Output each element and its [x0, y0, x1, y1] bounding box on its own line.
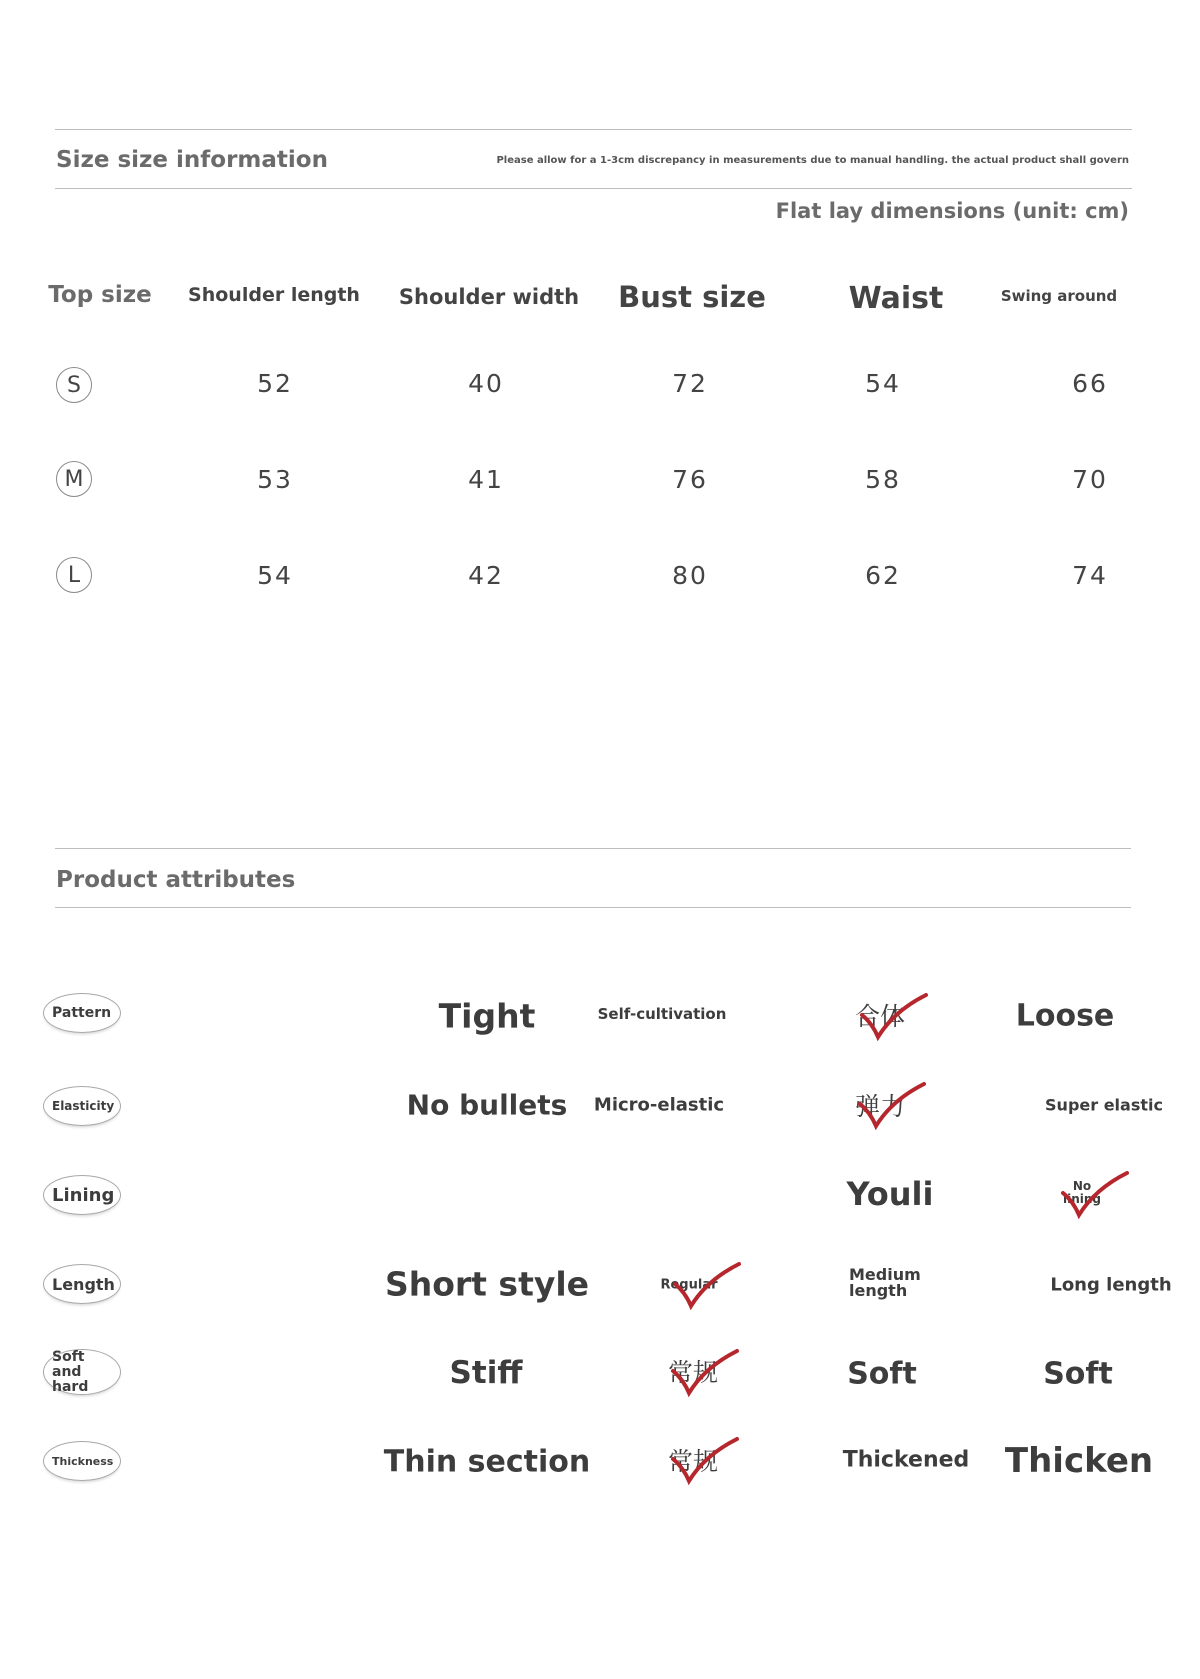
checkmark-icon [1059, 1171, 1131, 1219]
option-thickened: Thickened [842, 1447, 970, 1473]
option-regular-checked: Regular [660, 1277, 718, 1293]
option-regular-checked: 常规 [667, 1447, 719, 1476]
size-note: Please allow for a 1-3cm discrepancy in measurements due to manual handling. the actual product shall govern [496, 155, 1129, 166]
table-cell: 54 [865, 369, 901, 398]
checkmark-icon [669, 1437, 741, 1485]
table-cell: 52 [257, 369, 293, 398]
option-no-bullets: No bullets [406, 1088, 568, 1122]
option-super-elastic: Super elastic [1045, 1095, 1163, 1115]
header-top-size: Top size [48, 282, 152, 308]
size-badge: L [56, 557, 92, 593]
header-waist: Waist [848, 281, 944, 316]
checkmark-icon [856, 1082, 928, 1130]
table-cell: 40 [468, 369, 504, 398]
header-shoulder-length: Shoulder length [188, 284, 360, 306]
size-section-title: Size size information [56, 147, 328, 173]
table-cell: 70 [1072, 465, 1108, 494]
table-cell: 54 [257, 561, 293, 590]
option-micro-elastic: Micro-elastic [593, 1094, 725, 1116]
table-cell: 53 [257, 465, 293, 494]
option-elastic-checked: 弹力 [854, 1092, 906, 1121]
size-top-rule [55, 129, 1132, 130]
option-youli: Youli [846, 1175, 934, 1213]
attributes-bottom-rule [55, 907, 1131, 908]
size-badge: S [56, 367, 92, 403]
attribute-label: Elasticity [43, 1086, 121, 1126]
attribute-label: Soft and hard [43, 1349, 121, 1395]
table-cell: 66 [1072, 369, 1108, 398]
header-swing-around: Swing around [1000, 287, 1118, 305]
table-cell: 42 [468, 561, 504, 590]
attribute-label: Thickness [43, 1441, 121, 1481]
table-cell: 62 [865, 561, 901, 590]
option-tight: Tight [438, 996, 536, 1036]
checkmark-icon [671, 1262, 743, 1310]
option-no-lining-checked: No lining [1062, 1179, 1101, 1206]
flat-lay-subtitle: Flat lay dimensions (unit: cm) [775, 199, 1129, 223]
option-soft: Soft [847, 1356, 917, 1392]
table-cell: 41 [468, 465, 504, 494]
option-thin-section: Thin section [383, 1444, 591, 1480]
option-medium-length: Medium length [849, 1265, 921, 1300]
option-soft: Soft [1043, 1356, 1113, 1392]
option-short-style: Short style [384, 1264, 590, 1304]
attribute-label: Lining [43, 1175, 121, 1215]
checkmark-icon [858, 993, 930, 1041]
option-fit-checked: 合体 [854, 1002, 906, 1031]
attributes-section-title: Product attributes [56, 867, 296, 893]
header-bust-size: Bust size [618, 280, 766, 314]
option-loose: Loose [1015, 998, 1115, 1034]
option-regular-checked: 常规 [667, 1358, 719, 1387]
option-self-cultivation: Self-cultivation [597, 1005, 727, 1023]
header-shoulder-width: Shoulder width [398, 285, 580, 309]
option-stiff: Stiff [449, 1355, 523, 1391]
attribute-label: Length [43, 1264, 121, 1304]
attributes-top-rule [55, 848, 1131, 849]
size-badge: M [56, 461, 92, 497]
table-cell: 76 [672, 465, 708, 494]
option-long-length: Long length [1050, 1274, 1172, 1296]
table-cell: 72 [672, 369, 708, 398]
size-bottom-rule [55, 188, 1132, 189]
table-cell: 80 [672, 561, 708, 590]
table-cell: 74 [1072, 561, 1108, 590]
table-cell: 58 [865, 465, 901, 494]
option-thicken: Thicken [1004, 1441, 1154, 1481]
attribute-label: Pattern [43, 993, 121, 1033]
checkmark-icon [669, 1349, 741, 1397]
